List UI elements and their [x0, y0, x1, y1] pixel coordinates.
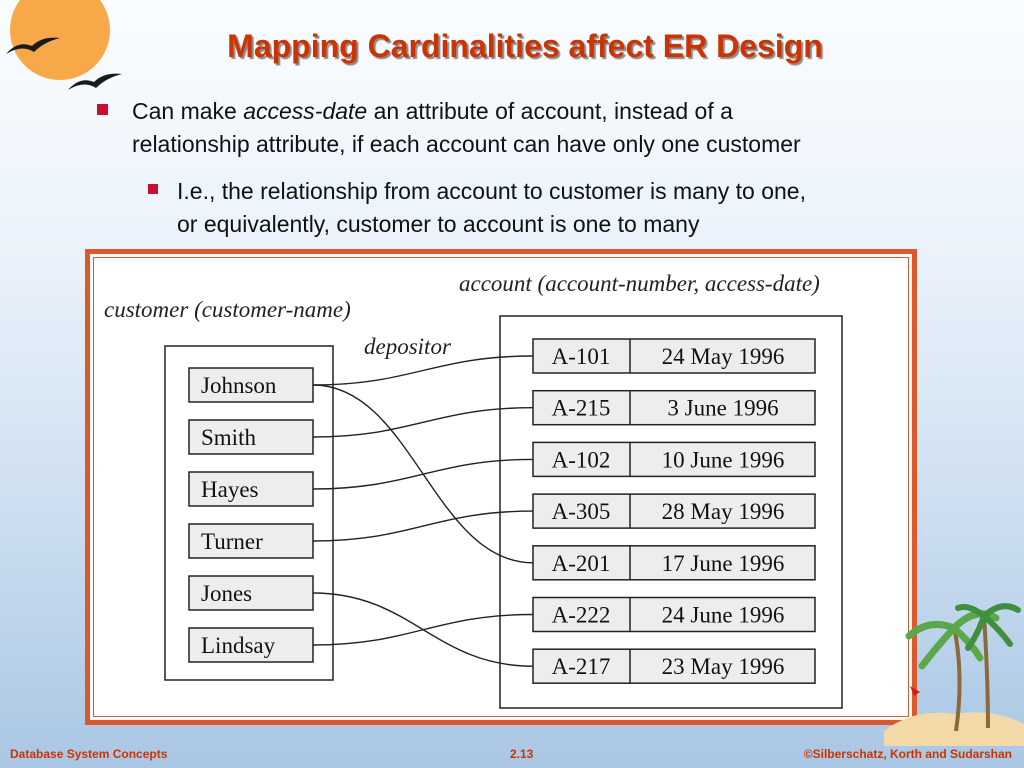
- customer-entity: [189, 472, 313, 506]
- customer-name: Lindsay: [201, 633, 276, 658]
- bullet-emphasis: access-date: [243, 98, 368, 124]
- customer-name: Johnson: [201, 373, 277, 398]
- account-number: A-101: [551, 344, 611, 369]
- sub-bullet-line2: or equivalently, customer to account is one to many: [177, 211, 700, 237]
- access-date: 3 June 1996: [667, 395, 779, 421]
- account-number: A-201: [551, 550, 611, 576]
- slide-title: Mapping Cardinalities affect ER Design: [227, 28, 823, 64]
- sub-bullet-line1: I.e., the relationship from account to customer is many to one,: [177, 178, 806, 204]
- account-entity: [533, 339, 815, 373]
- access-date: 10 June 1996: [661, 447, 785, 473]
- customer-entity: [189, 420, 313, 454]
- access-date: 28 May 1996: [661, 499, 785, 525]
- relationship-label: depositor: [364, 334, 451, 359]
- footer-page-number: 2.13: [510, 747, 534, 761]
- account-entity: [533, 546, 815, 580]
- customer-entity: [189, 368, 313, 402]
- access-date: 24 May 1996: [661, 344, 785, 369]
- account-schema-label: account (account-number, access-date): [459, 271, 820, 296]
- customer-entity: [189, 524, 313, 558]
- account-entity: [533, 391, 815, 425]
- bullet-suffix: an attribute of account, instead of a: [367, 98, 733, 124]
- customer-name: Turner: [201, 529, 263, 554]
- customer-name: Jones: [201, 581, 253, 606]
- access-date: 23 May 1996: [661, 654, 785, 680]
- customer-name: Smith: [201, 425, 256, 450]
- customer-entity: [189, 576, 313, 610]
- account-number: A-102: [551, 447, 611, 473]
- account-entity: [533, 598, 815, 632]
- footer-right: ©Silberschatz, Korth and Sudarshan: [803, 747, 1012, 761]
- account-number: A-305: [551, 499, 611, 525]
- bullet-text-line2: relationship attribute, if each account can have only one customer: [132, 131, 801, 157]
- account-entities: [533, 339, 815, 683]
- account-entity: [533, 442, 815, 476]
- customer-name: Hayes: [201, 477, 259, 502]
- account-entity: [533, 649, 815, 683]
- account-number: A-217: [551, 654, 611, 680]
- access-date: 24 June 1996: [661, 602, 785, 628]
- access-date: 17 June 1996: [661, 550, 785, 576]
- footer-left: Database System Concepts: [10, 747, 168, 761]
- bullet-prefix: Can make: [132, 98, 244, 124]
- account-entity: [533, 494, 815, 528]
- account-number: A-222: [551, 602, 611, 628]
- customer-schema-label: customer (customer-name): [104, 297, 351, 322]
- account-number: A-215: [551, 395, 611, 421]
- customer-entity: [189, 628, 313, 662]
- palm-island-decoration: [884, 596, 1024, 766]
